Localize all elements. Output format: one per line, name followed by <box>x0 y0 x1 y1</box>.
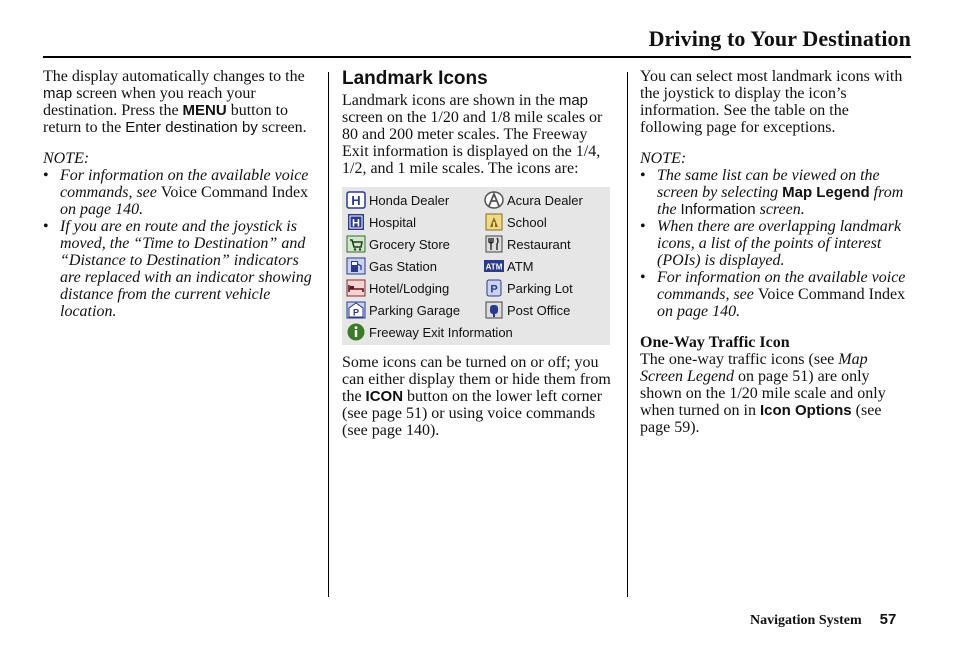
text: The display automatically changes to the <box>43 68 305 85</box>
note-label: NOTE: <box>43 150 90 167</box>
text: The one-way traffic icons (see <box>640 351 839 368</box>
text: on page 140. <box>657 303 741 320</box>
icon-row-gas <box>346 257 437 275</box>
icon-row-atm <box>484 257 533 275</box>
icon-row-grocery <box>346 235 450 253</box>
svg-text:H: H <box>351 193 361 208</box>
column-middle <box>342 68 614 439</box>
text: The same list can be viewed on the screen by selecting <box>657 167 880 201</box>
svg-text:P: P <box>352 307 360 318</box>
text: screen. <box>257 119 307 136</box>
honda-logo-icon <box>346 191 366 209</box>
link-voice-command-index: Voice Command Index <box>160 184 309 201</box>
text: button to return to the <box>43 102 289 136</box>
text: on page 140. <box>60 201 144 218</box>
paragraph-icon-toggle <box>342 354 614 439</box>
paragraph-arrival <box>43 68 315 136</box>
gas-pump-icon <box>346 257 366 275</box>
icon-row-restaurant <box>484 235 571 253</box>
text: Some icons can be turned on or off; you can either display them or hide them from the <box>342 354 611 405</box>
icon-row-parking-garage <box>346 301 460 319</box>
text: button on the lower left corner (see page 51) or using voice commands (see page 140). <box>342 388 603 439</box>
ui-term-map: map <box>43 85 73 102</box>
icon-label: Post Office <box>507 302 571 318</box>
note-item <box>43 167 315 218</box>
ui-term-map: map <box>558 92 589 109</box>
note-list <box>640 167 912 320</box>
svg-text:P: P <box>490 283 498 296</box>
ui-term-map-legend: Map Legend <box>782 184 870 201</box>
paragraph-select-icons: You can select most landmark icons with the joystick to display the icon’s information. See the table on the following page for exceptions. <box>640 68 903 136</box>
text: from the <box>657 184 904 218</box>
icon-label: Grocery Store <box>369 236 450 252</box>
subheading-one-way: One-Way Traffic Icon <box>640 334 790 351</box>
column-divider <box>627 72 628 597</box>
text: When there are overlapping landmark icons, a list of the points of interest (POIs) is displayed. <box>657 218 902 269</box>
svg-text:ATM: ATM <box>485 262 503 272</box>
note-item <box>640 218 912 269</box>
icon-label: ATM <box>507 258 534 274</box>
info-icon <box>346 323 366 341</box>
icon-row-honda <box>346 191 449 209</box>
atm-icon <box>484 257 504 275</box>
icon-row-freeway-exit <box>346 323 513 341</box>
icon-label: Honda Dealer <box>369 192 450 208</box>
svg-text:H: H <box>352 217 360 230</box>
text: For information on the available voice commands, see <box>657 269 906 303</box>
icon-row-hospital <box>346 213 416 231</box>
ui-term-information: Information <box>680 201 756 218</box>
school-icon <box>484 213 504 231</box>
page-footer <box>750 611 896 629</box>
acura-logo-icon <box>484 191 504 209</box>
mailbox-icon <box>484 301 504 319</box>
page-number: 57 <box>879 611 897 628</box>
text: screen on the 1/20 and 1/8 mile scales or 80 and 200 meter scales. The Freeway Exit information is displayed on the 1/4, 1/2, and 1 mile scales. The icons are: <box>342 109 603 177</box>
cart-icon <box>346 235 366 253</box>
icon-label: Parking Lot <box>507 280 573 296</box>
ref-map-screen-legend: Map Screen Legend <box>640 351 868 385</box>
ui-term-icon-options: Icon Options <box>759 402 852 419</box>
column-divider <box>328 72 329 597</box>
footer-section: Navigation System <box>750 613 862 628</box>
icon-row-hotel <box>346 279 449 297</box>
icon-label: Freeway Exit Information <box>369 324 513 340</box>
note-list <box>43 167 315 320</box>
icon-label: Hospital <box>369 214 416 230</box>
ui-term-enter-destination: Enter destination by <box>125 119 258 136</box>
icon-label: Parking Garage <box>369 302 461 318</box>
parking-icon <box>484 279 504 297</box>
icon-row-parking-lot <box>484 279 573 297</box>
bed-icon <box>346 279 366 297</box>
note-item <box>640 269 912 320</box>
text: (see page 59). <box>640 402 882 436</box>
icon-row-post-office <box>484 301 570 319</box>
icon-row-acura <box>484 191 583 209</box>
page-title: Driving to Your Destination <box>648 26 911 51</box>
note-item <box>640 167 912 218</box>
text: screen when you reach your destination. Press the <box>43 85 256 119</box>
parking-garage-icon <box>346 301 366 319</box>
icon-label: Acura Dealer <box>507 192 583 208</box>
column-left <box>43 68 315 320</box>
section-heading: Landmark Icons <box>342 68 488 89</box>
icon-label: Gas Station <box>369 258 437 274</box>
landmark-icon-table <box>342 187 610 345</box>
paragraph-one-way <box>640 351 912 436</box>
fork-knife-icon <box>484 235 504 253</box>
icon-row-school <box>484 213 547 231</box>
text: Landmark icons are shown in the <box>342 92 559 109</box>
text: If you are en route and the joystick is moved, the “Time to Destination” and “Distance to Destination” indicators are replaced with an indicator showing distance from the current vehicle location. <box>60 218 312 320</box>
hospital-icon <box>346 213 366 231</box>
text: screen. <box>755 201 805 218</box>
paragraph-landmark-scales <box>342 92 614 177</box>
ui-term-menu: MENU <box>182 102 227 119</box>
note-item <box>43 218 315 320</box>
column-right <box>640 68 912 436</box>
icon-label: School <box>507 214 547 230</box>
icon-label: Hotel/Lodging <box>369 280 450 296</box>
ui-term-icon: ICON <box>365 388 404 405</box>
header-rule <box>43 56 911 58</box>
icon-label: Restaurant <box>507 236 571 252</box>
note-label: NOTE: <box>640 150 687 167</box>
text: on page 51) are only shown on the 1/20 mile scale and only when turned on in <box>640 368 886 419</box>
text: For information on the available voice commands, see <box>60 167 309 201</box>
link-voice-command-index: Voice Command Index <box>757 286 906 303</box>
